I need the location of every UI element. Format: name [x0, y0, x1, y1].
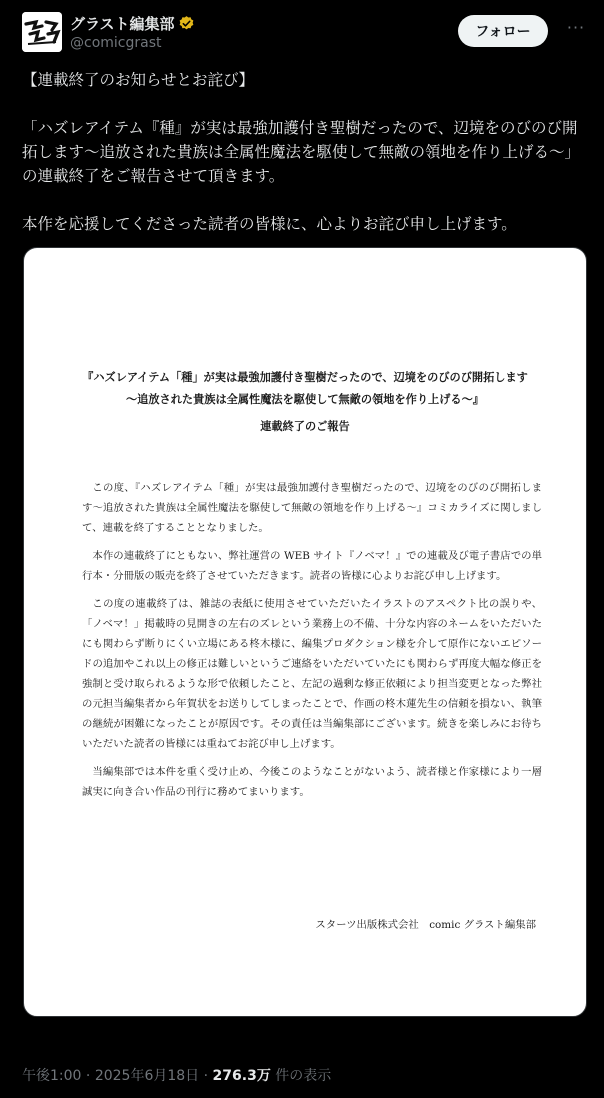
document-title-line: 〜追放された貴族は全属性魔法を駆使して無敵の領地を作り上げる〜』: [125, 392, 484, 406]
grast-logo-icon: [22, 12, 62, 52]
view-count[interactable]: 276.3万: [212, 1068, 271, 1084]
document-subtitle: 連載終了のご報告: [260, 419, 350, 433]
document-title-line: 『ハズレアイテム「種」が実は最強加護付き聖樹だったので、辺境をのびのび開拓します: [82, 370, 528, 384]
tweet-paragraph: 【連載終了のお知らせとお詫び】: [22, 71, 255, 89]
post-time[interactable]: 午後1:00: [22, 1068, 82, 1084]
tweet-paragraph: 本作を応援してくださった読者の皆様に、心よりお詫び申し上げます。: [22, 215, 517, 233]
document-title: [64, 366, 546, 410]
handle[interactable]: @comicgrast: [70, 35, 162, 51]
avatar[interactable]: [22, 12, 62, 52]
document-paragraph: 本作の連載終了にともない、弊社運営の WEB サイト『ノベマ！』での連載及び電子書店での単行本・分冊版の販売を終了させていただきます。読者の皆様に心よりお詫び申し上げます。: [82, 550, 542, 582]
display-name[interactable]: グラスト編集部: [70, 14, 175, 33]
verified-badge-icon: [178, 15, 195, 32]
document-paragraph: 当編集部では本件を重く受け止め、今後このようなことがないよう、読者様と作家様により一層誠実に向き合い作品の刊行に務めてまいります。: [82, 766, 542, 798]
tweet-meta: [22, 1065, 331, 1085]
attached-image[interactable]: [23, 247, 587, 1017]
tweet-header: [22, 12, 588, 56]
view-count-label: 件の表示: [275, 1068, 332, 1084]
tweet-paragraph: 「ハズレアイテム『種』が実は最強加護付き聖樹だったので、辺境をのびのび開拓します〜追放された貴族は全属性魔法を駆使して無敵の領地を作り上げる〜」の連載終了をご報告させて頂きます。: [22, 119, 581, 185]
more-options-icon[interactable]: ···: [566, 18, 586, 37]
document-signature: スターツ出版株式会社 comic グラスト編集部: [315, 919, 536, 931]
post-date[interactable]: 2025年6月18日: [94, 1068, 200, 1084]
follow-button[interactable]: フォロー: [458, 15, 548, 47]
document-paragraph: この度、『ハズレアイテム「種」が実は最強加護付き聖樹だったので、辺境をのびのび開拓します〜追放された貴族は全属性魔法を駆使して無敵の領地を作り上げる〜』コミカライズに関しまして、連載を終了することとなりました。: [82, 482, 542, 534]
meta-separator: ·: [199, 1068, 213, 1084]
document-paragraph: この度の連載終了は、雑誌の表紙に使用させていただいたイラストのアスペクト比の誤りや、「ノベマ！」掲載時の見開きの左右のズレという業務上の不備、十分な内容のネームをいただいたにも関わらず断りにくい立場にある柊木様に、編集プロダクション様を介して原作にないエピソードの追加やこれ以上の修正は難しいというご連絡をいただいていたにも関わらず再度大幅な修正を強制と受け取られるような形で依頼したこと、左記の過剰な修正依頼により担当変更となった弊社の元担当編集者から年賀状をお送りしてしまったことで、作画の柊木蓮先生の信頼を損ない、執筆の継続が困難になったことが原因です。その責任は当編集部にございます。続きを楽しみにお待ちいただいた読者の皆様には重ねてお詫び申し上げます。: [82, 598, 542, 750]
tweet-text: [22, 68, 588, 236]
meta-separator: ·: [81, 1068, 95, 1084]
document-body: [82, 478, 542, 810]
